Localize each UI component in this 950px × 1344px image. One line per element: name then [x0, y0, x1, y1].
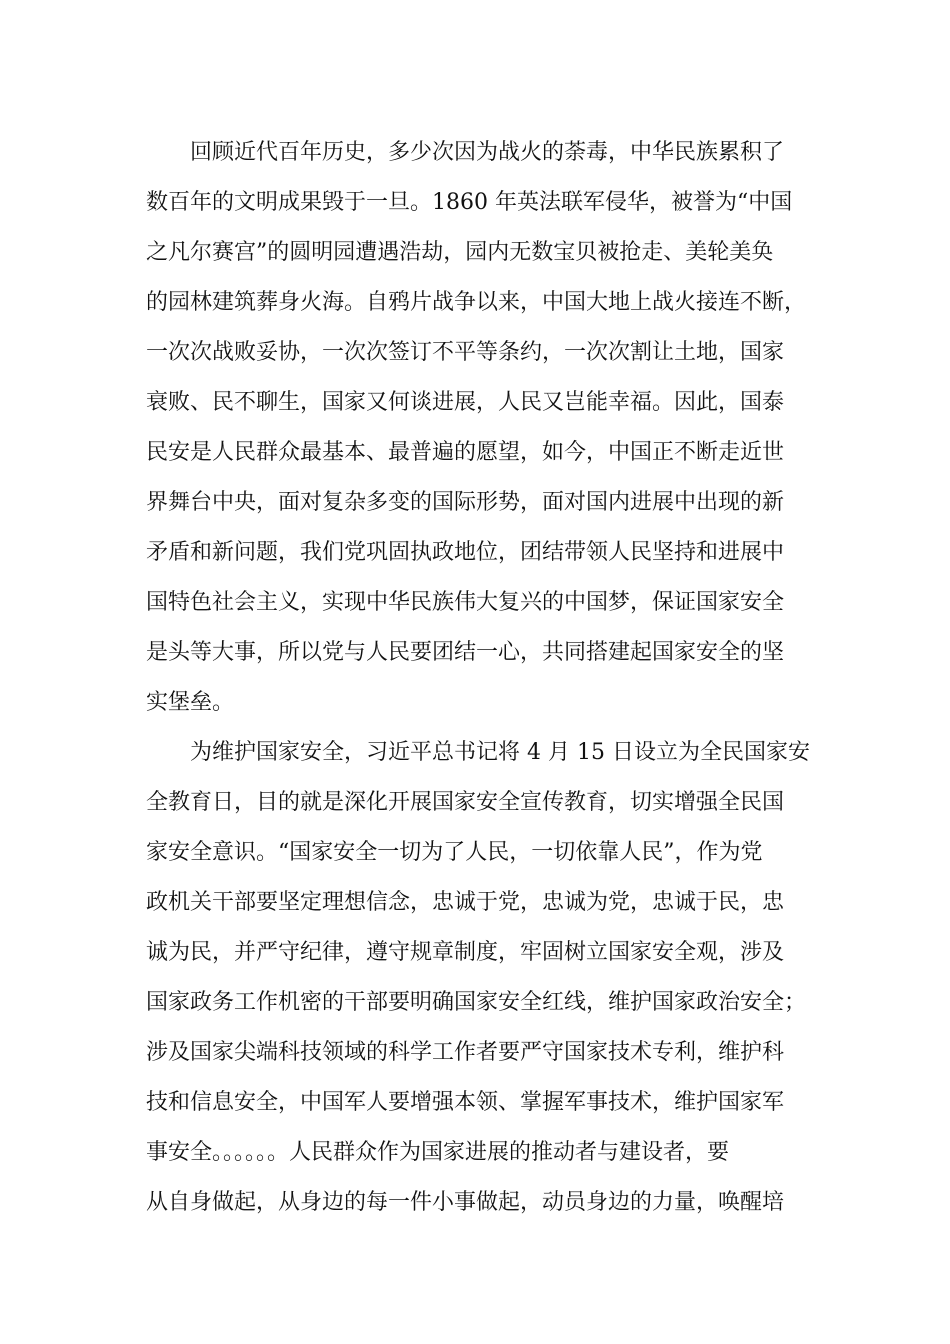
paragraph-line: 国特色社会主义，实现中华民族伟大复兴的中国梦，保证国家安全 — [146, 590, 785, 615]
paragraph-line: 事安全。。。。。。人民群众作为国家进展的推动者与建设者，要 — [146, 1140, 730, 1165]
paragraph-line: 为维护国家安全，习近平总书记将 4 月 15 日设立为全民国家安 — [190, 740, 810, 765]
paragraph-line: 从自身做起，从身边的每一件小事做起，动员身边的力量，唤醒培 — [146, 1190, 785, 1215]
paragraph-line: 数百年的文明成果毁于一旦。1860 年英法联军侵华，被誉为“中国 — [146, 190, 793, 215]
document-body — [146, 128, 826, 1228]
paragraph-line: 是头等大事，所以党与人民要团结一心，共同搭建起国家安全的坚 — [146, 640, 785, 665]
paragraph-line: 诚为民，并严守纪律，遵守规章制度，牢固树立国家安全观，涉及 — [146, 940, 785, 965]
paragraph-line: 家安全意识。“国家安全一切为了人民，一切依靠人民”，作为党 — [146, 840, 763, 865]
paragraph-line: 矛盾和新问题，我们党巩固执政地位，团结带领人民坚持和进展中 — [146, 540, 785, 565]
paragraph-1 — [146, 128, 826, 728]
paragraph-line: 的园林建筑葬身火海。自鸦片战争以来，中国大地上战火接连不断， — [146, 290, 807, 315]
paragraph-line: 政机关干部要坚定理想信念，忠诚于党，忠诚为党，忠诚于民，忠 — [146, 890, 785, 915]
paragraph-line: 国家政务工作机密的干部要明确国家安全红线，维护国家政治安全； — [146, 990, 807, 1015]
paragraph-line: 涉及国家尖端科技领域的科学工作者要严守国家技术专利，维护科 — [146, 1040, 785, 1065]
paragraph-line: 全教育日，目的就是深化开展国家安全宣传教育，切实增强全民国 — [146, 790, 785, 815]
paragraph-2 — [146, 728, 826, 1228]
paragraph-line: 民安是人民群众最基本、最普遍的愿望，如今，中国正不断走近世 — [146, 440, 785, 465]
paragraph-line: 回顾近代百年历史，多少次因为战火的荼毒，中华民族累积了 — [190, 140, 785, 165]
paragraph-line: 衰败、民不聊生，国家又何谈进展，人民又岂能幸福。因此，国泰 — [146, 390, 785, 415]
paragraph-line: 实堡垒。 — [146, 690, 235, 715]
paragraph-line: 一次次战败妥协，一次次签订不平等条约，一次次割让土地，国家 — [146, 340, 785, 365]
paragraph-line: 界舞台中央，面对复杂多变的国际形势，面对国内进展中出现的新 — [146, 490, 785, 515]
paragraph-line: 之凡尔赛宫”的圆明园遭遇浩劫，园内无数宝贝被抢走、美轮美奂 — [146, 240, 774, 265]
paragraph-line: 技和信息安全，中国军人要增强本领、掌握军事技术，维护国家军 — [146, 1090, 785, 1115]
